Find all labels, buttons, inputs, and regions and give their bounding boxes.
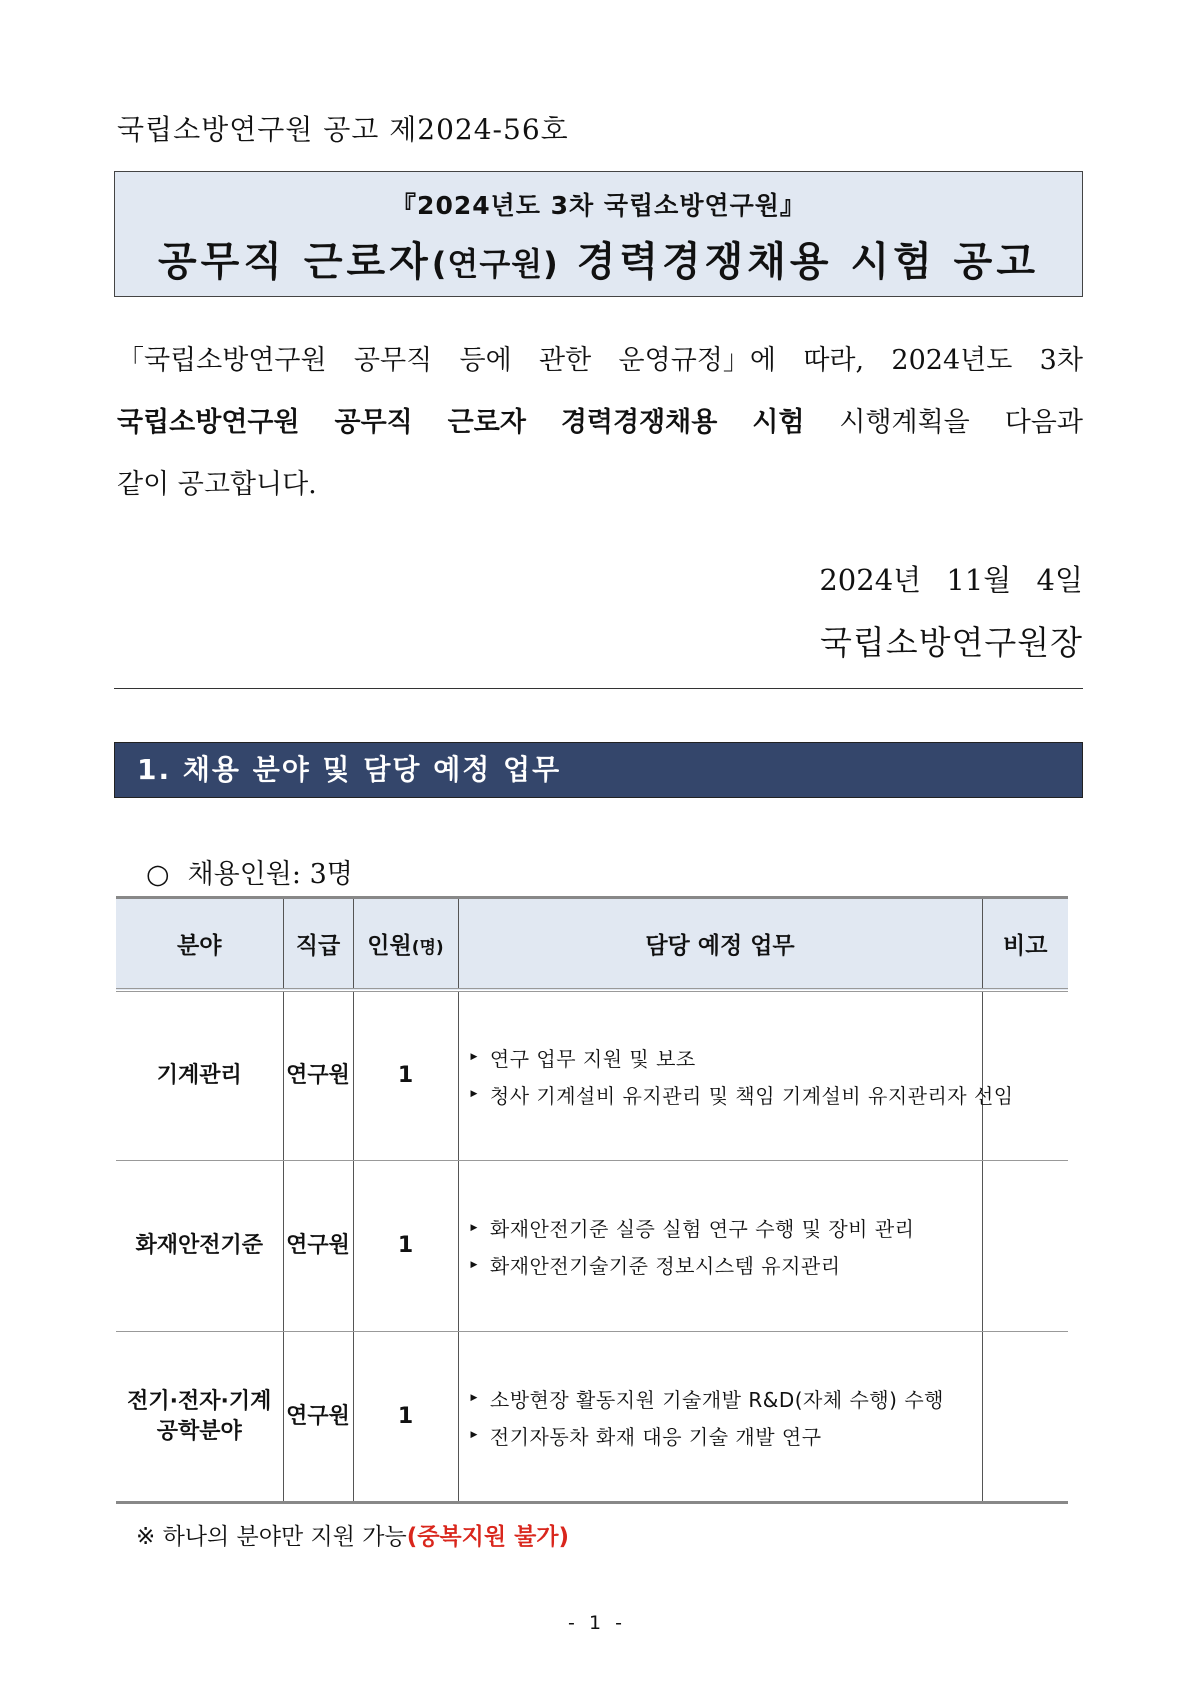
cell-duties	[458, 1332, 982, 1503]
field-name: 기계관리	[156, 1062, 242, 1088]
field-name-line2: 공학분야	[156, 1418, 242, 1444]
intro-bold-word: 공무직	[334, 407, 413, 438]
duty-text: 화재안전기준 실증 실험 연구 수행 및 장비 관리	[489, 1217, 915, 1241]
cell-duties	[458, 1161, 982, 1332]
field-name: 화재안전기준	[135, 1233, 263, 1258]
header-count-unit: (명)	[411, 937, 444, 958]
headcount-text: 채용인원: 3명	[187, 859, 353, 890]
divider	[114, 688, 1083, 689]
title-main-part1: 공무직 근로자	[158, 239, 432, 285]
cell-count: 1	[353, 990, 458, 1161]
cell-grade: 연구원	[283, 990, 353, 1161]
triangle-bullet-icon: ▶	[470, 1222, 478, 1233]
triangle-bullet-icon: ▶	[470, 1089, 478, 1100]
header-count-label: 인원	[367, 932, 412, 959]
intro-word: 등에	[459, 345, 512, 376]
intro-word: 2024년도	[891, 345, 1013, 376]
cell-field	[116, 1161, 283, 1332]
cell-count: 1	[353, 1161, 458, 1332]
cell-remarks	[982, 990, 1068, 1161]
duty-text: 청사 기계설비 유지관리 및 책임 기계설비 유지관리자 선임	[489, 1083, 1014, 1108]
duty-text: 소방현장 활동지원 기술개발 R&D(자체 수행) 수행	[489, 1387, 944, 1412]
cell-remarks	[982, 1332, 1068, 1503]
intro-line-1	[117, 330, 1083, 392]
header-grade: 직급	[283, 898, 353, 990]
duty-item	[471, 1246, 982, 1283]
table-row	[116, 1332, 1068, 1503]
triangle-bullet-icon: ▶	[470, 1430, 478, 1440]
header-count	[353, 898, 458, 990]
title-main-part2: 경력경쟁채용 시험 공고	[558, 239, 1039, 285]
intro-word: 운영규정」에	[618, 345, 776, 376]
title-main	[115, 230, 1082, 287]
table-row	[116, 1161, 1068, 1332]
intro-word: 관한	[539, 345, 592, 376]
duty-text: 연구 업무 지원 및 보조	[489, 1046, 696, 1071]
intro-bold-word: 국립소방연구원	[117, 407, 300, 438]
page-number: - 1 -	[568, 1612, 622, 1634]
jobs-table	[116, 896, 1068, 1504]
intro-line-2	[117, 392, 1083, 454]
intro-bold-word: 경력경쟁채용	[560, 407, 718, 438]
triangle-bullet-icon: ▶	[470, 1259, 478, 1270]
header-duties: 담당 예정 업무	[458, 898, 982, 990]
table-row	[116, 990, 1068, 1161]
triangle-bullet-icon: ▶	[470, 1052, 478, 1063]
intro-bold-word: 시험	[752, 407, 805, 438]
duty-item	[471, 1417, 982, 1454]
intro-word: 따라,	[803, 345, 865, 376]
cell-duties	[458, 990, 1014, 1161]
field-name: 전기·전자·기계	[127, 1388, 272, 1414]
header-remarks: 비고	[982, 898, 1068, 990]
note-emphasis: (중복지원 불가)	[406, 1524, 570, 1550]
intro-word: 「국립소방연구원	[117, 345, 327, 376]
duty-text: 전기자동차 화재 대응 기술 개발 연구	[489, 1424, 822, 1449]
title-subtitle: 『2024년도 3차 국립소방연구원』	[391, 191, 806, 220]
note-text: ※ 하나의 분야만 지원 가능	[136, 1524, 407, 1550]
title-main-paren: (연구원)	[431, 245, 559, 283]
intro-paragraph	[117, 330, 1083, 516]
application-note	[136, 1518, 569, 1551]
circle-bullet-icon: ○	[146, 859, 170, 890]
title-box	[114, 171, 1083, 297]
signer: 국립소방연구원장	[819, 623, 1083, 662]
table-header-row	[116, 898, 1068, 990]
intro-word: 다음과	[1004, 407, 1083, 438]
intro-word: 3차	[1039, 345, 1083, 376]
notice-date: 2024년 11월 4일	[819, 563, 1083, 597]
cell-field	[116, 990, 283, 1161]
cell-remarks	[982, 1161, 1068, 1332]
notice-number: 국립소방연구원 공고 제2024-56호	[117, 113, 569, 146]
intro-bold-word: 근로자	[447, 407, 526, 438]
duty-item	[470, 1076, 1014, 1113]
cell-grade: 연구원	[283, 1161, 353, 1332]
duty-text: 화재안전기술기준 정보시스템 유지관리	[489, 1254, 841, 1278]
intro-word: 시행계획을	[839, 407, 970, 438]
duty-item	[471, 1039, 982, 1076]
intro-word: 공무직	[353, 345, 433, 376]
duty-item	[471, 1209, 982, 1246]
intro-line-3: 같이 공고합니다.	[117, 469, 317, 500]
duty-item	[471, 1380, 982, 1417]
headcount-line	[146, 852, 353, 891]
section-heading: 1. 채용 분야 및 담당 예정 업무	[114, 742, 1083, 798]
cell-count: 1	[353, 1332, 458, 1503]
cell-grade: 연구원	[283, 1332, 353, 1503]
cell-field	[116, 1332, 283, 1503]
triangle-bullet-icon: ▶	[470, 1393, 478, 1403]
header-field: 분야	[116, 898, 283, 990]
